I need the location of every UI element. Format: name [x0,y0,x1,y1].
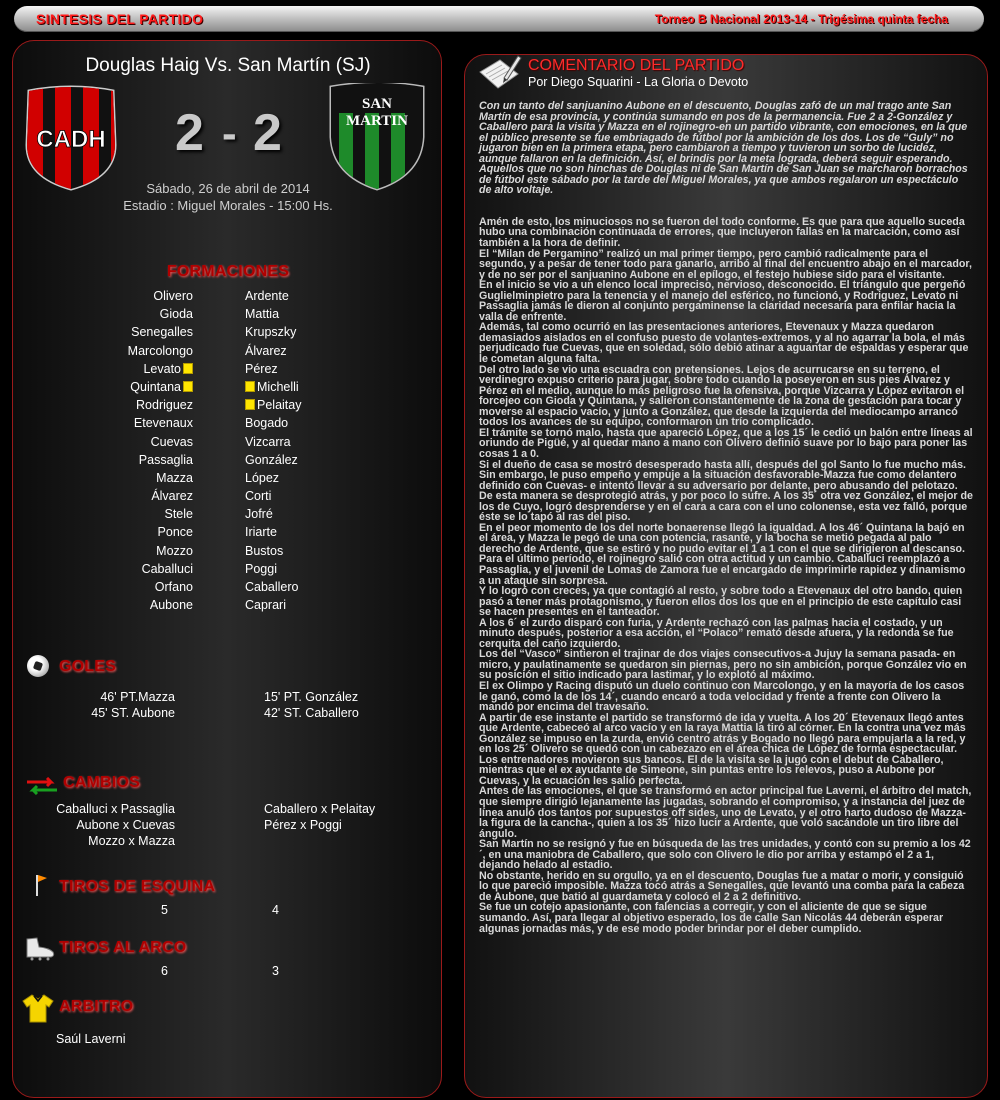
away-player [245,469,405,487]
lineups-title: FORMACIONES [166,263,290,280]
away-goal-item: 42' ST. Caballero [264,706,359,720]
substitutions-title: CAMBIOS [63,774,140,791]
player-name: Caprari [245,598,286,613]
commentary-intro: Con un tanto del sanjuanino Aubone en el descuento, Douglas zafó de un mal trago ante San Martín de esa provincia, y continúa sumando en pos de la permanencia. Fue 2 a 2-González y Caballero para la visita y Mazza en el rojinegro-en un partido vibrante, con emociones, en la que el público presente se fue embriagado de fútbol por la ambición de los dos. Los de “Guly” no jugaron bien en la primera etapa, pero cambiaron a tiempo y tuvieron un sorbo de lucidez, aunque fallaron en la definición. Así, el brindis por la meta lograda, deberá seguir esperando. Aquellos que no son hinchas de Douglas ni de San Martín de San Juan se marcharon borrachos de fútbol este sábado por la tarde del Miguel Morales, ya que ambos regalaron un espectáculo de alto voltaje. [479,100,968,197]
player-name: Álvarez [245,343,287,358]
home-goal-item: 45' ST. Aubone [91,706,175,720]
player-name: Ardente [245,289,289,303]
away-shots: 3 [272,964,279,978]
player-name: Mozzo [156,543,193,558]
home-player [53,451,193,469]
score-separator: - [222,109,237,158]
yellow-card-icon [183,381,193,392]
away-score: 2 [253,104,282,162]
player-name: Álvarez [151,489,193,504]
home-sub-item: Mozzo x Mazza [88,834,175,848]
away-lineup [245,287,405,614]
away-player [245,414,405,432]
player-name: Iriarte [245,525,277,540]
player-name: Pérez [245,361,278,376]
referee-shirt-icon [21,993,55,1023]
home-player [53,596,193,614]
player-name: Orfano [154,580,193,594]
away-crest-text-top: SAN [361,96,393,112]
home-player [53,305,193,323]
away-player [245,378,405,396]
player-name: Aubone [149,598,193,613]
match-date: Sábado, 26 de abril de 2014 [146,181,310,196]
corner-flag-icon [33,873,49,897]
away-player [245,305,405,323]
yellow-card-icon [245,381,255,392]
goals-title: GOLES [59,658,117,675]
player-name: Caballero [245,580,299,594]
player-name: Poggi [245,561,277,576]
home-score: 2 [175,104,204,162]
player-name: Stele [164,507,193,522]
player-name: González [245,452,298,467]
home-player [53,523,193,541]
away-player [245,396,405,414]
home-sub-item: Caballuci x Passaglia [56,802,175,816]
away-player [245,596,405,614]
home-team-crest [21,85,121,193]
match-title: Douglas Haig Vs. San Martín (SJ) [85,55,371,76]
away-crest-text-bottom: MARTIN [346,113,408,129]
away-player [245,523,405,541]
player-name: Krupszky [245,325,297,340]
away-player [245,451,405,469]
home-player [53,414,193,432]
away-corners: 4 [272,903,279,917]
home-shots: 6 [161,964,168,978]
home-sub-item: Aubone x Cuevas [76,818,175,832]
away-player [245,578,405,596]
yellow-card-icon [245,399,255,410]
home-substitutions [33,801,175,849]
home-player [53,433,193,451]
home-goal-item: 46' PT.Mazza [100,690,175,704]
player-name: Passaglia [138,452,193,467]
player-name: López [245,470,280,485]
away-player [245,487,405,505]
away-sub-item: Caballero x Pelaitay [264,802,376,816]
home-player [53,360,193,378]
home-player [53,323,193,341]
home-player [53,469,193,487]
player-name: Corti [245,489,272,504]
match-summary-panel [12,40,442,1098]
home-player [53,560,193,578]
player-name: Olivero [153,289,193,303]
player-name: Michelli [257,379,299,394]
substitution-arrows-icon [25,777,59,795]
commentary-body [479,101,973,934]
away-player [245,433,405,451]
player-name: Cuevas [150,434,193,449]
home-lineup [53,287,193,614]
corners-title: TIROS DE ESQUINA [59,878,216,895]
player-name: Gioda [159,307,193,322]
home-player [53,287,193,305]
away-sub-item: Pérez x Poggi [264,818,342,832]
home-player [53,378,193,396]
player-name: Levato [143,361,181,376]
player-name: Pelaitay [257,398,302,413]
player-name: Vizcarra [245,434,291,449]
away-player [245,560,405,578]
shots-title: TIROS AL ARCO [59,939,187,956]
away-player [245,505,405,523]
away-player [245,342,405,360]
player-name: Bustos [245,543,284,558]
home-player [53,396,193,414]
away-substitutions [264,801,375,833]
home-player [53,487,193,505]
home-goals [53,689,175,721]
player-name: Etevenaux [133,416,193,431]
header-right-title: Torneo B Nacional 2013-14 - Trigésima quinta fecha [654,12,948,26]
away-player [245,287,405,305]
header-bar [14,6,984,32]
referee-name: Saúl Laverni [56,1032,126,1046]
referee-title: ARBITRO [59,998,134,1015]
commentary-text: Amén de esto, los minuciosos no se fueron del todo conforme. Es que para que aquello suceda hubo una combinación continuada de errores, que incluyeron fallas en la marcación, como así también a la hora de definir. El “Milan de Pergamino” realizó un mal primer tiempo, pero cambió radicalmente para el segundo, y a pesar de tener todo para ganarlo, arribó al final del encuentro abajo en el marcador, y de no ser por el sanjuanino Aubone en el epílogo, el festejo hubiese sido para el visitante. En el inicio se vio a un elenco local impreciso, nervioso, desconocido. El triángulo que pergeñó Guglielminpietro para la tenencia y el manejo del esférico, no funcionó, y Rodriguez, Levato ni Passaglia jamás le dieron al conjunto pergaminense la claridad necesaria para enfilar hacia la valla de enfrente. Además, tal como ocurrió en las presentaciones anteriores, Etevenaux y Mazza quedaron demasiados aislados en el confuso puesto de volantes-extremos, y al no agarrar la bola, el más perjudicado fue Cuevas, que en soledad, sólo debió atinar a aguantar de espaldas y esperar que le cometan alguna falta. Del otro lado se vio una escuadra con pretensiones. Lejos de acurrucarse en su terreno, el verdinegro expuso criterio para jugar, sobre todo cuando la poseyeron en sus pies Álvarez y Pérez en el medio, aunque lo más peligroso fue la ofensiva, porque Vizcarra y López evitaron el forcejeo con Gioda y Quintana, y salieron constantemente de la zona de gestación para tocar y moverse al espacio vacío, y junto a González, que desde la izquierda del mediocampo arrancó todos los avances de su equipo, conformaron un trío complicado. El trámite se tornó malo, hasta que apareció López, que a los 15´ le cedió un balón entre líneas al oriundo de Pigüé, y al quedar mano a mano con Olivero definió suave por lo bajo para poner las cosas 1 a 0. Si el dueño de casa se mostró desesperado hasta allí, después del gol Santo lo fue mucho más. Sin embargo, le puso empeño y empuje a la situación desfavorable-Mazza fue como delantero definido con Cuevas- e intentó llevar a su adversario por delante, pero abusando del pelotazo. De esta manera se desprotegió atrás, y por poco lo sufre. A los 35´ otra vez González, el mejor de los de Cuyo, logró desprenderse y en el cara a cara con el uno colonense, esta vez falló, porque éste se lo tapó al ras del piso. En el peor momento de los del norte bonaerense llegó la igualdad. A los 46´ Quintana la bajó en el área, y Mazza le pegó de una con potencia, rasante, y la bocha se metió pegada al palo derecho de Ardente, que se estiró y no pudo evitar el 1 a 1 con el que se dirigieron al descanso. Para el último período, el rojinegro salió con otra actitud y un cambio. Caballuci reemplazó a Passaglia, y el juvenil de Lomas de Zamora fue el encargado de imprimirle rapidez y dinamismo a un ataque sin sorpresa. Y lo logró con creces, ya que contagió al resto, y sobre todo a Etevenaux del otro bando, quien pasó a tener más protagonismo, y fueron ellos dos los que en el principio de este capítulo casi se hacen presentes en el tanteador. A los 6´ el zurdo disparó con furia, y Ardente rechazó con las palmas hacia el costado, y un minuto después, posterior a esa acción, el “Polaco” remató desde afuera, y la redonda se fue cerquita del caño izquierdo. Los del “Vasco” sintieron el trajinar de dos viajes consecutivos-a Jujuy la semana pasada- en micro, y paulatinamente se quedaron sin piernas, pero no sin ambición, porque González vio en su posición el sitio indicado para lastimar, y lo explotó al máximo. El ex Olimpo y Racing disputó un duelo continuo con Marcolongo, y en la mayoría de los casos le ganó, como la de los 14´, cuando encaró a toda velocidad y frente a frente con Olivero la mandó por encima del travesaño. A partir de ese instante el partido se transformó de ida y vuelta. A los 20´ Etevenaux llegó antes que Ardente, cabeceó al arco vacío y en la raya Mattia la tiró al córner. En la contra una vez más González se impuso en la zurda, envió centro atrás y Bogado no llegó para empujarla a la red, y en los 25´ Olivero se quedó con un cabezazo en el área chica de López de forma espectacular. Los entrenadores movieron sus bancos. El de la visita se la jugó con el debut de Caballero, mientras que el ex ayudante de Simeone, sin puntas entre los relevos, puso a Aubone por Cuevas, y la ecuación les salió perfecta. Antes de las emociones, el que se transformó en actor principal fue Laverni, el árbitro del match, que siempre dirigió lejanamente las jugadas, sobrando el compromiso, y a instancia del juez de línea anuló dos tantos por supuestos off sides, uno de Levato, y el otro harto dudoso de Mazza-la figura de la cancha-, quien a los 35´ hizo lucir a Ardente, que voló sacándole un tiro libre del ángulo. San Martín no se resignó y fue en búsqueda de las tres unidades, y contó con su premio a los 42´, en una maniobra de Caballero, que solo con Olivero le dio por arriba y estampó el 2 a 1, dejando helado al estadio. No obstante, herido en su orgullo, ya en el descuento, Douglas fue a matar o morir, y consiguió lo que pareció imposible. Mazza tocó atrás a Senegalles, que levantó una comba para la cabeza de Aubone, que batió al guardameta y colocó el 2 a 2 definitivo. Se fue un cotejo apasionante, con falencias a corregir, y con el aliciente de que se sigue sumando. Así, para llegar al objetivo esperado, los de calle San Nicolás 44 deberán esperar algunas jornadas más, y de ese modo poder brindar por el deber cumplido. [479,215,973,935]
player-name: Caballuci [141,561,193,576]
player-name: Mazza [156,470,193,485]
header-left-title: SINTESIS DEL PARTIDO [36,11,204,27]
player-name: Marcolongo [127,343,193,358]
commentary-author: Por Diego Squarini - La Gloria o Devoto [528,75,749,89]
home-player [53,342,193,360]
football-boot-icon [23,935,57,961]
home-crest-text: CADH [36,126,106,153]
away-team-crest [325,83,429,193]
away-player [245,542,405,560]
away-goal-item: 15' PT. González [264,690,359,704]
player-name: Quintana [130,379,181,394]
home-corners: 5 [161,903,168,917]
home-player [53,542,193,560]
player-name: Rodriguez [136,398,193,413]
player-name: Senegalles [131,325,193,340]
match-venue: Estadio : Miguel Morales - 15:00 Hs. [123,198,333,213]
soccer-ball-icon [27,655,49,677]
player-name: Ponce [157,525,193,540]
home-player [53,505,193,523]
player-name: Bogado [245,416,289,431]
player-name: Mattia [245,307,280,322]
commentary-title: COMENTARIO DEL PARTIDO [528,57,745,74]
away-player [245,360,405,378]
yellow-card-icon [183,363,193,374]
notepad-pen-icon [478,52,522,92]
player-name: Jofré [245,507,273,522]
home-player [53,578,193,596]
away-goals [264,689,359,721]
away-player [245,323,405,341]
